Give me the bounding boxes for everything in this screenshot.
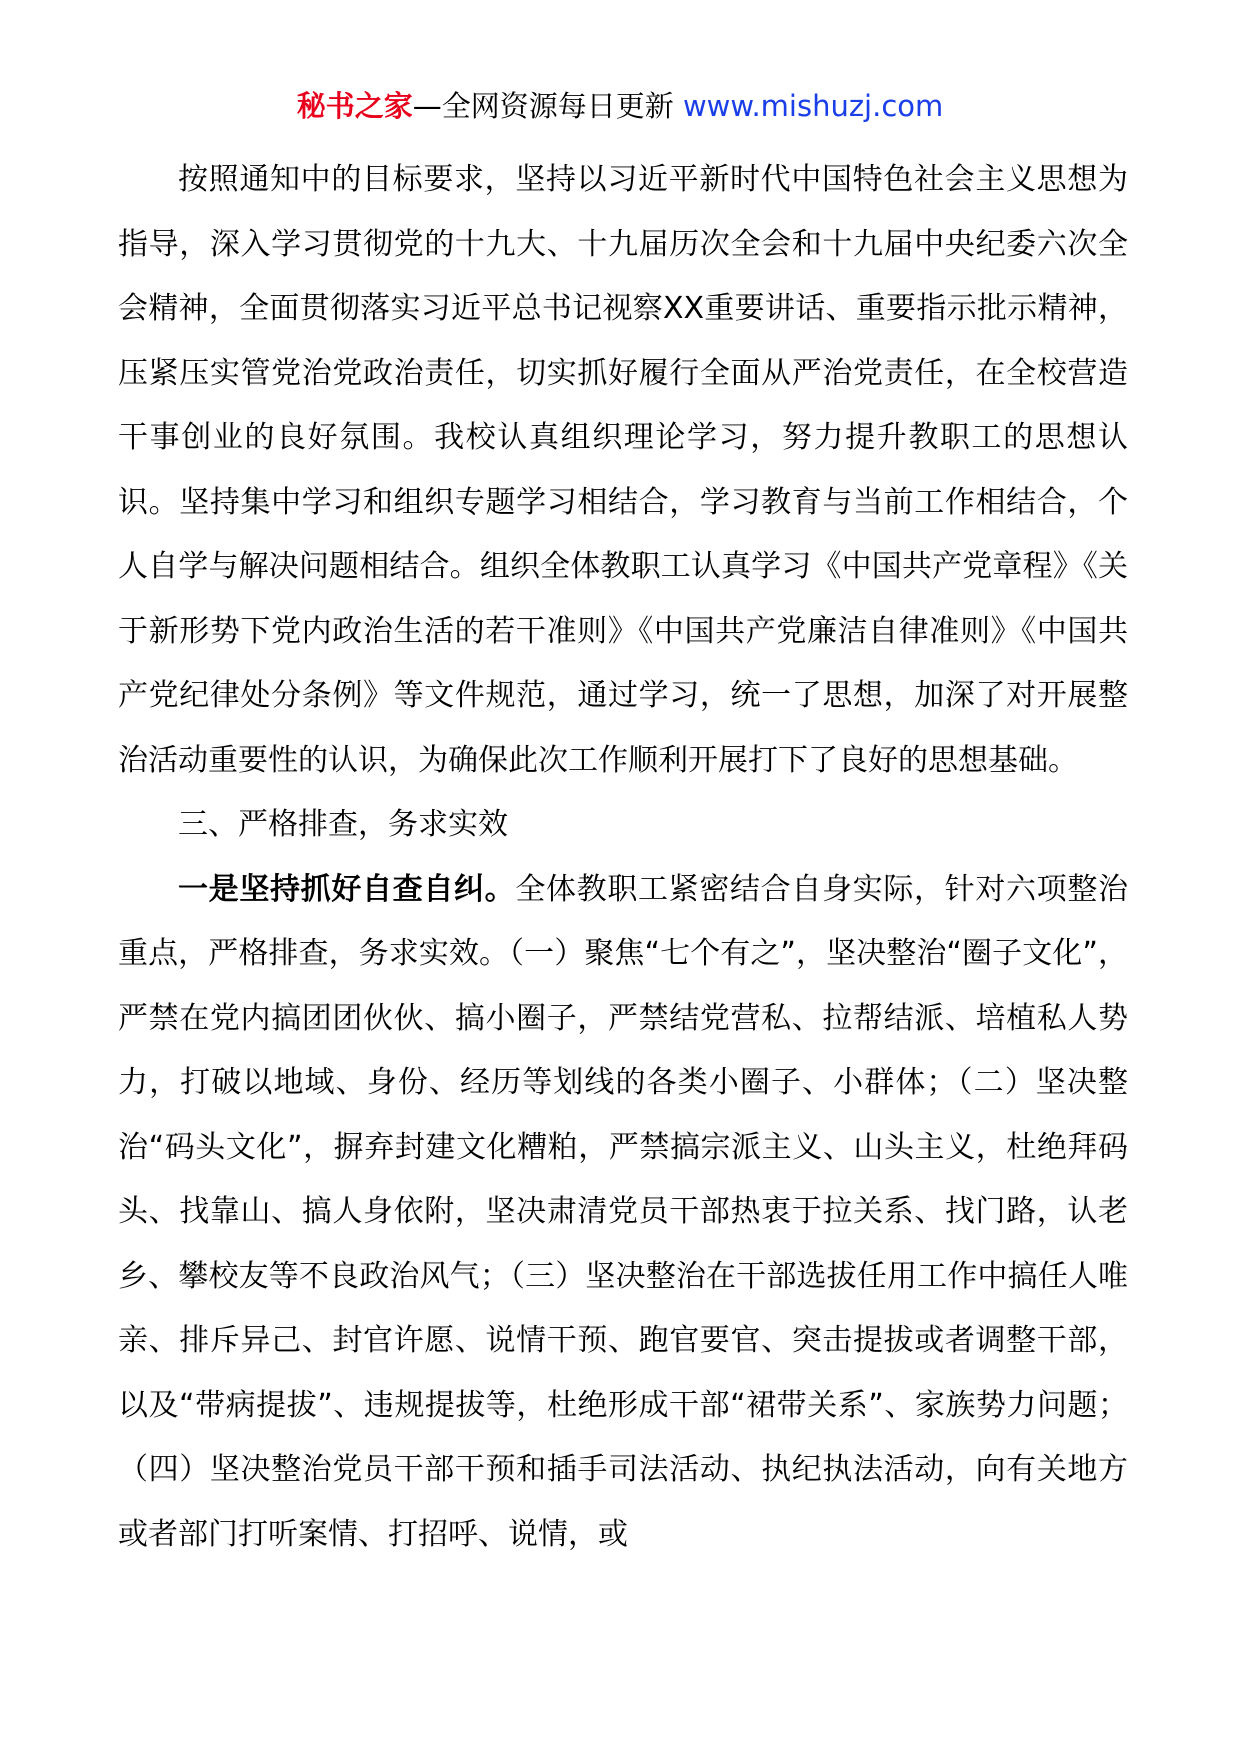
paragraph-self-check bbox=[118, 858, 1128, 1568]
page-header bbox=[0, 86, 1240, 126]
section-heading-3: 三、严格排查，务求实效 bbox=[178, 807, 508, 842]
header-url-link[interactable]: www.mishuzj.com bbox=[682, 89, 944, 123]
header-slogan: —全网资源每日更新 bbox=[412, 89, 674, 123]
paragraph-lead-bold: 一是坚持抓好自查自纠。 bbox=[178, 871, 516, 907]
paragraph-study: 按照通知中的目标要求，坚持以习近平新时代中国特色社会主义思想为指导，深入学习贯彻党的十九大、十九届历次全会和十九届中央纪委六次全会精神，全面贯彻落实习近平总书记视察XX重要讲话、重要指示批示精神，压紧压实管党治党政治责任，切实抓好履行全面从严治党责任，在全校营造干事创业的良好氛围。我校认真组织理论学习，努力提升教职工的思想认识。坚持集中学习和组织专题学习相结合，学习教育与当前工作相结合，个人自学与解决问题相结合。组织全体教职工认真学习《中国共产党章程》《关于新形势下党内政治生活的若干准则》《中国共产党廉洁自律准则》《中国共产党纪律处分条例》等文件规范，通过学习，统一了思想，加深了对开展整治活动重要性的认识，为确保此次工作顺利开展打下了良好的思想基础。 bbox=[118, 162, 1128, 778]
brand-name: 秘书之家 bbox=[296, 89, 413, 123]
document-body bbox=[118, 148, 1128, 1567]
paragraph-self-check-text: 全体教职工紧密结合自身实际，针对六项整治重点，严格排查，务求实效。（一）聚焦“七个有之”，坚决整治“圈子文化”，严禁在党内搞团团伙伙、搞小圈子，严禁结党营私、拉帮结派、培植私人势力，打破以地域、身份、经历等划线的各类小圈子、小群体；（二）坚决整治“码头文化”，摒弃封建文化糟粕，严禁搞宗派主义、山头主义，杜绝拜码头、找靠山、搞人身依附，坚决肃清党员干部热衷于拉关系、找门路，认老乡、攀校友等不良政治风气；（三）坚决整治在干部选拔任用工作中搞任人唯亲、排斥异己、封官许愿、说情干预、跑官要官、突击提拔或者调整干部，以及“带病提拔”、违规提拔等，杜绝形成干部“裙带关系”、家族势力问题；（四）坚决整治党员干部干预和插手司法活动、执纪执法活动，向有关地方或者部门打听案情、打招呼、说情，或 bbox=[118, 871, 1129, 1552]
